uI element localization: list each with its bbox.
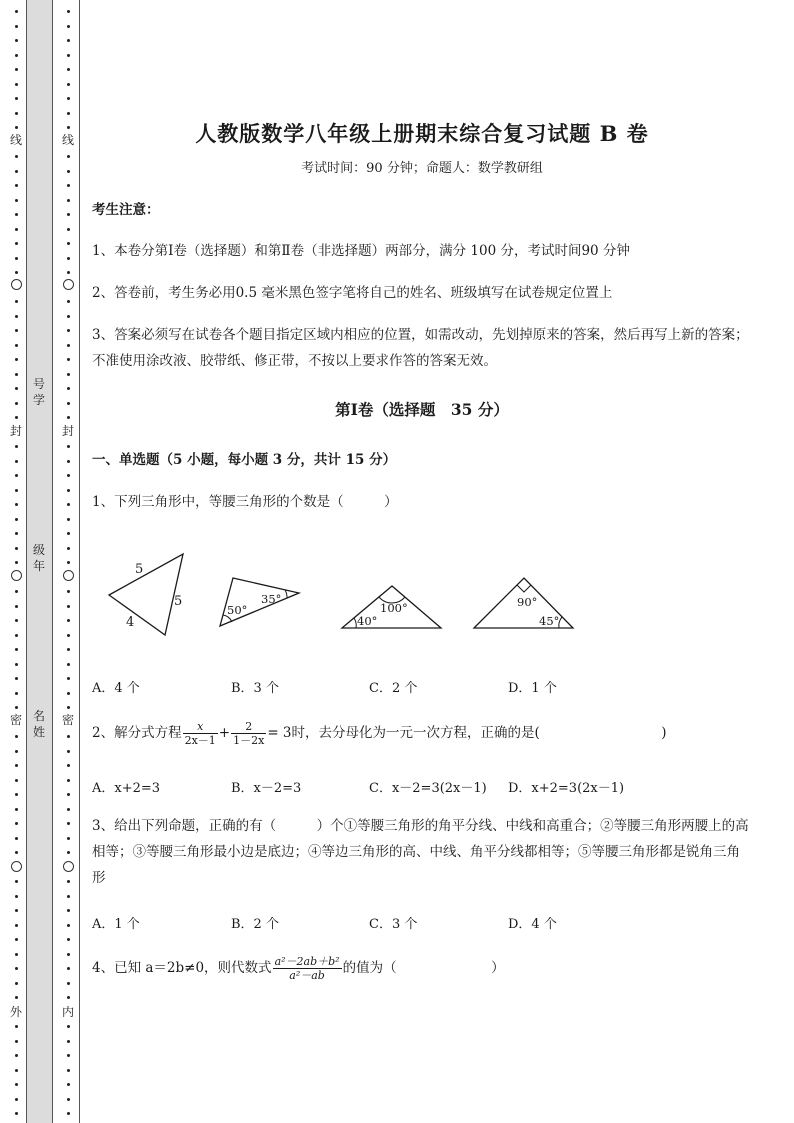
outer-binding-mark-4: 外 xyxy=(9,1005,23,1019)
binding-dot xyxy=(67,837,70,840)
binding-dot xyxy=(67,1098,70,1101)
binding-dot xyxy=(15,677,18,680)
inner-binding-mark-4: 内 xyxy=(61,1005,75,1019)
binding-dot xyxy=(67,532,70,535)
binding-dot xyxy=(67,590,70,593)
band-left-border xyxy=(26,0,27,1123)
binding-dot xyxy=(15,692,18,695)
binding-dot xyxy=(67,329,70,332)
binding-dot xyxy=(15,808,18,811)
binding-dot xyxy=(15,503,18,506)
binding-dot xyxy=(15,402,18,405)
binding-dot xyxy=(67,967,70,970)
question-2-stem xyxy=(92,720,752,747)
binding-dot xyxy=(15,634,18,637)
binding-dot xyxy=(15,300,18,303)
binding-dot xyxy=(67,953,70,956)
binding-dot xyxy=(67,677,70,680)
q1-triangle-figures xyxy=(92,545,592,645)
name-label: 名姓 xyxy=(32,709,45,739)
binding-dot xyxy=(15,155,18,158)
binding-dot xyxy=(67,619,70,622)
binding-dot xyxy=(67,938,70,941)
binding-dot xyxy=(67,706,70,709)
binding-dot xyxy=(15,706,18,709)
outer-binding-mark-3: 密 xyxy=(9,713,23,727)
binding-dot xyxy=(15,1083,18,1086)
notice-item-3: 3、答案必须写在试卷各个题目指定区域内相应的位置，如需改动，先划掉原来的答案，然后再写上新的答案；不准使用涂改液、胶带纸、修正带，不按以上要求作答的答案无效。 xyxy=(92,327,749,369)
binding-dot xyxy=(67,851,70,854)
binding-dot xyxy=(67,199,70,202)
binding-dot xyxy=(15,909,18,912)
binding-dot xyxy=(15,750,18,753)
binding-dot xyxy=(67,402,70,405)
binding-dot xyxy=(67,97,70,100)
binding-dot xyxy=(15,315,18,318)
fig2-angle-right: 35° xyxy=(261,592,282,606)
exam-subtitle: 考试时间：90 分钟；命题人：数学教研组 xyxy=(301,161,543,176)
binding-dot xyxy=(15,1112,18,1115)
binding-dot xyxy=(15,10,18,13)
binding-dot xyxy=(67,561,70,564)
binding-dot xyxy=(15,257,18,260)
triangle-1 xyxy=(109,554,183,635)
binding-dot xyxy=(15,416,18,419)
binding-dot xyxy=(67,39,70,42)
binding-dot xyxy=(67,184,70,187)
binding-dot xyxy=(15,39,18,42)
binding-dot xyxy=(67,880,70,883)
binding-dot xyxy=(67,779,70,782)
part1-title: 第Ⅰ卷（选择题 35 分） xyxy=(335,400,509,419)
binding-dot xyxy=(67,416,70,419)
q2-f1-denominator: 2x－1 xyxy=(184,734,216,747)
binding-dot xyxy=(15,518,18,521)
binding-dot xyxy=(67,503,70,506)
binding-dot xyxy=(15,663,18,666)
binding-dot xyxy=(67,1069,70,1072)
binding-dot xyxy=(67,547,70,550)
binding-dot xyxy=(67,445,70,448)
binding-dot xyxy=(15,460,18,463)
exam-title: 人教版数学八年级上册期末综合复习试题 B 卷 xyxy=(195,121,649,146)
outer-binding-mark-1: 线 xyxy=(9,133,23,147)
fig1-side-top: 5 xyxy=(135,562,144,577)
fig3-angle-arc-left xyxy=(354,618,356,628)
binding-dot xyxy=(67,271,70,274)
q3-option-a: A．1 个 xyxy=(92,917,140,932)
triangle-2 xyxy=(220,578,299,626)
binding-dot xyxy=(15,648,18,651)
binding-dot xyxy=(67,663,70,666)
binding-dot xyxy=(15,851,18,854)
fig4-right-angle-mark xyxy=(517,585,531,592)
binding-dot xyxy=(67,996,70,999)
binding-dot xyxy=(15,735,18,738)
binding-dot xyxy=(15,126,18,129)
binding-dot xyxy=(67,1083,70,1086)
binding-dot xyxy=(15,1098,18,1101)
q2-option-b: B．x－2=3 xyxy=(231,781,302,796)
outer-binding-line xyxy=(10,0,22,1123)
student-number-label: 号学 xyxy=(32,377,45,407)
question-3-stem: 3、给出下列命题，正确的有（ ）个①等腰三角形的角平分线、中线和高重合；②等腰三角形两腰上的高相等；③等腰三角形最小边是底边；④等边三角形的高、中线、角平分线都相等；⑤等腰三角形都是锐角三角形 xyxy=(92,818,749,886)
binding-dot xyxy=(67,982,70,985)
binding-dot xyxy=(15,54,18,57)
binding-dot xyxy=(67,1025,70,1028)
binding-dot xyxy=(15,97,18,100)
binding-dot xyxy=(15,938,18,941)
binding-dot xyxy=(67,54,70,57)
binding-dot xyxy=(67,228,70,231)
notice-heading: 考生注意： xyxy=(92,202,160,218)
binding-dot xyxy=(15,996,18,999)
q1-option-d: D．1 个 xyxy=(508,681,557,696)
triangle-figure-1 xyxy=(109,554,183,635)
binding-dot xyxy=(67,112,70,115)
fig4-angle-right: 45° xyxy=(539,614,560,628)
q2-fraction-2 xyxy=(231,720,266,747)
binding-dot xyxy=(15,68,18,71)
binding-dot xyxy=(15,967,18,970)
q4-prefix: 4、已知 a＝2b≠0，则代数式 xyxy=(92,960,272,976)
binding-dot xyxy=(15,83,18,86)
notice-item-1: 1、本卷分第Ⅰ卷（选择题）和第Ⅱ卷（非选择题）两部分，满分 100 分，考试时间90 分钟 xyxy=(92,243,630,259)
binding-dot xyxy=(15,605,18,608)
binding-dot xyxy=(15,880,18,883)
binding-dot xyxy=(15,1054,18,1057)
binding-dot xyxy=(67,793,70,796)
binding-dot xyxy=(67,387,70,390)
binding-dot xyxy=(67,126,70,129)
q1-option-c: C．2 个 xyxy=(369,681,418,696)
inner-binding-mark-2: 封 xyxy=(61,424,75,438)
q3-option-c: C．3 个 xyxy=(369,917,418,932)
binding-dot xyxy=(67,605,70,608)
binding-dot xyxy=(67,489,70,492)
inner-binding-mark-1: 线 xyxy=(61,133,75,147)
q2-f1-numerator: x xyxy=(183,720,218,734)
binding-dot xyxy=(15,25,18,28)
binding-dot xyxy=(15,779,18,782)
fig1-side-right: 5 xyxy=(174,594,183,609)
binding-dot xyxy=(67,735,70,738)
binding-dot xyxy=(67,373,70,376)
binding-dot xyxy=(15,895,18,898)
binding-dot xyxy=(15,532,18,535)
binding-dot xyxy=(15,1040,18,1043)
binding-dot xyxy=(67,155,70,158)
binding-dot xyxy=(15,619,18,622)
binding-dot xyxy=(15,764,18,767)
inner-binding-line xyxy=(62,0,74,1123)
q4-fraction xyxy=(273,955,342,982)
binding-dot xyxy=(15,184,18,187)
binding-dot xyxy=(67,25,70,28)
binding-dot xyxy=(15,242,18,245)
binding-dot xyxy=(15,112,18,115)
binding-dot xyxy=(67,242,70,245)
binding-dot xyxy=(67,213,70,216)
binding-dot xyxy=(67,1040,70,1043)
binding-dot xyxy=(67,750,70,753)
q2-prefix: 2、解分式方程 xyxy=(92,725,182,741)
binding-dot xyxy=(15,373,18,376)
binding-dot xyxy=(15,199,18,202)
q2-option-c: C．x－2=3(2x－1) xyxy=(369,781,487,796)
q3-option-b: B．2 个 xyxy=(231,917,279,932)
q2-fraction-1 xyxy=(183,720,218,747)
q2-option-d: D．x+2=3(2x－1) xyxy=(508,781,625,796)
binding-dot xyxy=(15,387,18,390)
binding-dot xyxy=(15,1069,18,1072)
fig3-angle-left: 40° xyxy=(357,614,378,628)
binding-dot xyxy=(15,793,18,796)
q2-plus: + xyxy=(218,725,231,741)
triangle-figure-2 xyxy=(220,578,299,626)
outer-binding-circle-3 xyxy=(11,861,22,872)
binding-dot xyxy=(15,561,18,564)
outer-binding-circle-1 xyxy=(11,279,22,290)
grade-label: 级年 xyxy=(32,543,45,573)
binding-dot xyxy=(67,460,70,463)
binding-dot xyxy=(67,924,70,927)
outer-binding-mark-2: 封 xyxy=(9,424,23,438)
binding-dot xyxy=(67,808,70,811)
binding-dot xyxy=(15,271,18,274)
binding-dot xyxy=(67,170,70,173)
binding-dot xyxy=(15,213,18,216)
binding-dot xyxy=(67,518,70,521)
binding-dot xyxy=(67,358,70,361)
fig2-angle-arc-right xyxy=(285,590,287,598)
q4-denominator: a²－ab xyxy=(289,969,325,982)
binding-dot xyxy=(15,590,18,593)
q4-suffix: 的值为（ ） xyxy=(342,960,505,976)
binding-dot xyxy=(15,837,18,840)
binding-dot xyxy=(15,489,18,492)
binding-dot xyxy=(15,329,18,332)
binding-dot xyxy=(15,170,18,173)
section-heading: 一、单选题（5 小题，每小题 3 分，共计 15 分） xyxy=(92,452,397,468)
binding-dot xyxy=(15,358,18,361)
q2-option-a: A．x+2=3 xyxy=(92,781,161,796)
q4-numerator: a²－2ab＋b² xyxy=(274,955,340,968)
q3-option-d: D．4 个 xyxy=(508,917,557,932)
inner-binding-mark-3: 密 xyxy=(61,713,75,727)
fig2-angle-left: 50° xyxy=(227,603,248,617)
outer-binding-circle-2 xyxy=(11,570,22,581)
notice-item-2: 2、答卷前，考生务必用0.5 毫米黑色签字笔将自己的姓名、班级填写在试卷规定位置上 xyxy=(92,285,613,301)
binding-dot xyxy=(15,547,18,550)
binding-dot xyxy=(67,83,70,86)
binding-dot xyxy=(67,300,70,303)
binding-dot xyxy=(15,822,18,825)
q1-option-a: A．4 个 xyxy=(92,681,140,696)
band-right-border xyxy=(52,0,53,1123)
binding-dot xyxy=(15,228,18,231)
question-1-stem: 1、下列三角形中，等腰三角形的个数是（ ） xyxy=(92,494,398,510)
binding-dot xyxy=(67,68,70,71)
binding-dot xyxy=(67,315,70,318)
content-left-border xyxy=(79,0,80,1123)
binding-dot xyxy=(15,982,18,985)
q1-option-b: B．3 个 xyxy=(231,681,279,696)
binding-dot xyxy=(67,692,70,695)
binding-dot xyxy=(15,344,18,347)
binding-dot xyxy=(67,10,70,13)
binding-dot xyxy=(15,953,18,956)
inner-binding-circle-3 xyxy=(63,861,74,872)
binding-dot xyxy=(67,648,70,651)
inner-binding-circle-1 xyxy=(63,279,74,290)
binding-dot xyxy=(15,1025,18,1028)
q2-suffix: = 3时，去分母化为一元一次方程，正确的是( ) xyxy=(267,725,667,741)
binding-dot xyxy=(67,764,70,767)
fig4-angle-top: 90° xyxy=(517,595,538,609)
binding-dot xyxy=(67,344,70,347)
q2-f2-numerator: 2 xyxy=(231,720,266,734)
binding-dot xyxy=(67,909,70,912)
binding-dot xyxy=(67,822,70,825)
triangle-figure-4 xyxy=(474,578,573,628)
inner-binding-circle-2 xyxy=(63,570,74,581)
fig3-angle-top: 100° xyxy=(380,601,408,615)
binding-dot xyxy=(67,634,70,637)
binding-dot xyxy=(15,445,18,448)
binding-dot xyxy=(67,1112,70,1115)
binding-dot xyxy=(15,474,18,477)
binding-dot xyxy=(67,895,70,898)
binding-dot xyxy=(67,257,70,260)
q2-f2-denominator: 1－2x xyxy=(233,734,265,747)
question-4-stem xyxy=(92,955,752,982)
binding-dot xyxy=(67,1054,70,1057)
triangle-figure-3 xyxy=(342,586,441,628)
fig1-side-bottom: 4 xyxy=(126,615,135,630)
binding-dot xyxy=(15,924,18,927)
binding-dot xyxy=(67,474,70,477)
